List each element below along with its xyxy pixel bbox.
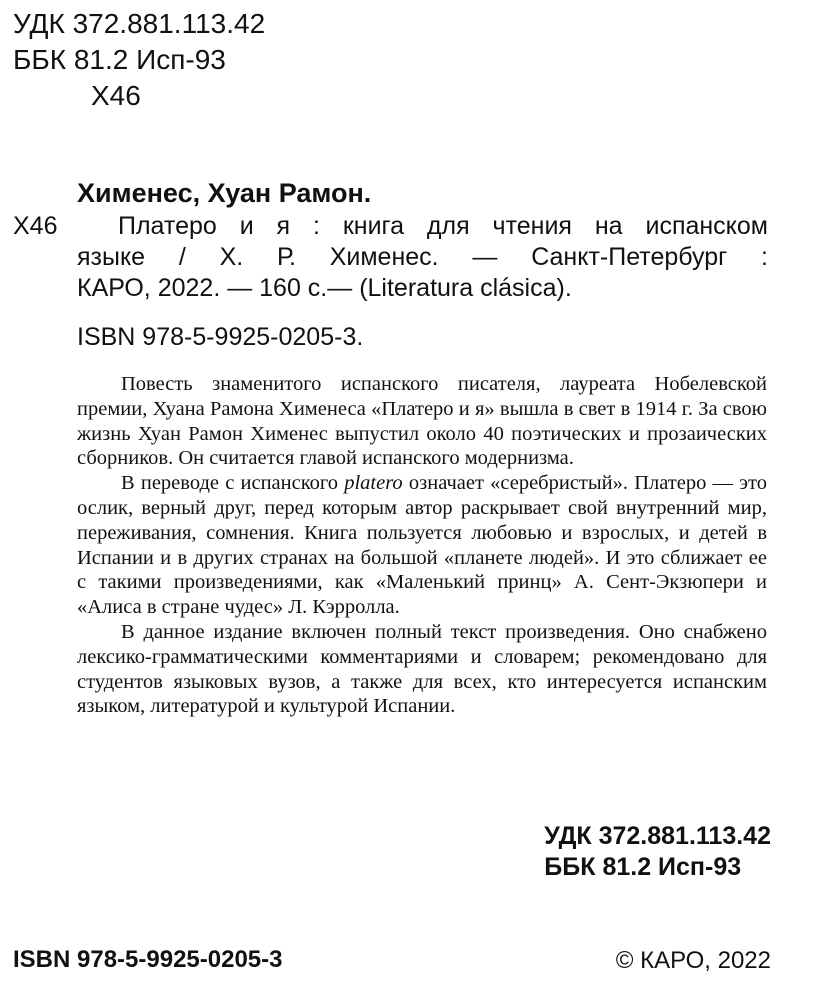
bottom-udk-code: УДК 372.881.113.42 [544, 822, 771, 850]
annotation-paragraph-2-intro: В переводе с испанского [121, 472, 345, 495]
entry-author: Хименес, Хуан Рамон. [77, 178, 372, 208]
entry-title-line-3: КАРО, 2022. — 160 с.— (Literatura clásica). [77, 274, 572, 302]
top-udk-code: УДК 372.881.113.42 [13, 8, 266, 39]
bottom-classification-block [544, 821, 771, 883]
entry-title-line-2: языке / Х. Р. Хименес. — Санкт-Петербург : [77, 243, 768, 271]
annotation-paragraph-2 [77, 471, 767, 620]
annotation-paragraph-3: В данное издание включен полный текст произведения. Оно снабжено лексико-грамматическими комментариями и словарем; рекомендовано для студентов языковых вузов, а также для всех, кто интересуется испанским языком, литературой и культурой Испании. [77, 620, 767, 718]
annotation-paragraph-1: Повесть знаменитого испанского писателя, лауреата Нобелевской премии, Хуана Рамона Хименеса «Платеро и я» вышла в свет в 1914 г. За свою жизнь Хуан Рамон Хименес выпустил около 40 поэтических и прозаических сборников. Он считается главой испанского модернизма. [77, 373, 767, 470]
annotation-paragraph-2-rest: означает «серебристый». Платеро — это ослик, верный друг, перед которым автор раскрывает свой внутренний мир, переживания, сомнения. Книга пользуется любовью и взрослых, и детей в Испании и в других странах на большой «планете людей». И это сближает ее с такими произведениями, как «Маленький принц» А. Сент-Экзюпери и «Алиса в стране чудес» Л. Кэрролла. [77, 472, 767, 619]
top-bbk-code: ББК 81.2 Исп-93 [13, 44, 226, 75]
annotation-text [77, 372, 767, 719]
entry-isbn: ISBN 978-5-9925-0205-3. [77, 323, 364, 351]
entry-title-line-1: Платеро и я : книга для чтения на испанском [118, 212, 768, 240]
entry-sign: Х46 [13, 212, 58, 240]
footer-copyright: © КАРО, 2022 [615, 947, 771, 974]
bottom-bbk-code: ББК 81.2 Исп-93 [544, 853, 742, 881]
author-sign-code: Х46 [91, 80, 141, 111]
footer-isbn: ISBN 978-5-9925-0205-3 [13, 946, 283, 973]
spanish-term: platero [344, 472, 403, 495]
